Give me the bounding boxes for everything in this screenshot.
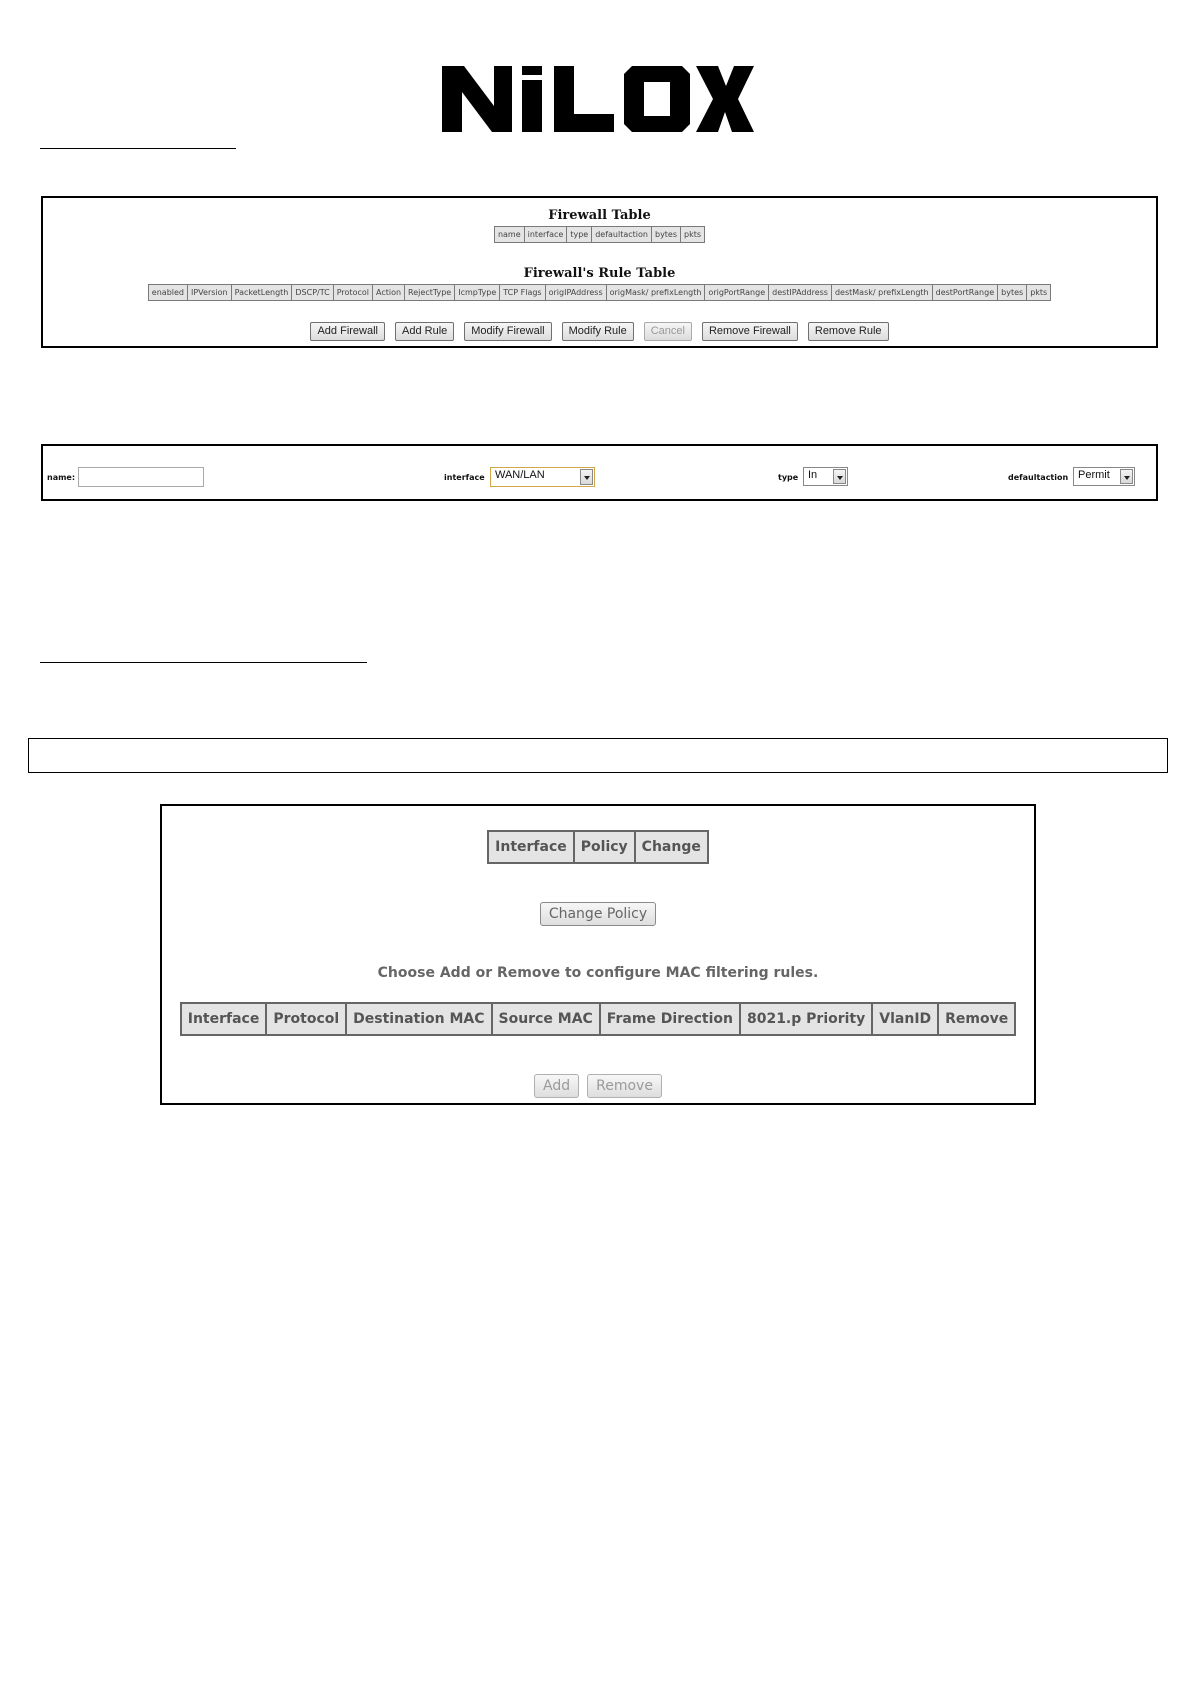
- firewall-table: [494, 226, 705, 243]
- section-heading-underline: [40, 662, 367, 663]
- section-heading-underline: [40, 148, 236, 149]
- rule-table-column-header: DSCP/TC: [292, 285, 333, 300]
- policy-table-column-header: Change: [636, 832, 707, 862]
- rule-table-column-header: bytes: [998, 285, 1027, 300]
- rule-table-column-header: destPortRange: [933, 285, 999, 300]
- rule-table-column-header: enabled: [149, 285, 188, 300]
- rule-table-column-header: destIPAddress: [769, 285, 832, 300]
- rule-table-column-header: destMask/ prefixLength: [832, 285, 933, 300]
- name-label: name:: [47, 473, 76, 482]
- defaultaction-select[interactable]: Permit: [1073, 467, 1135, 486]
- firewall-table-column-header: defaultaction: [592, 227, 652, 242]
- firewall-button-row: [43, 322, 1156, 341]
- mac-rule-table-column-header: Destination MAC: [347, 1004, 492, 1034]
- rule-table-column-header: pkts: [1027, 285, 1050, 300]
- chevron-down-icon[interactable]: [580, 469, 593, 485]
- add-rule-button[interactable]: Add Rule: [395, 322, 454, 341]
- type-select[interactable]: In: [803, 467, 848, 486]
- firewall-table-column-header: pkts: [681, 227, 704, 242]
- change-policy-button[interactable]: Change Policy: [540, 902, 656, 926]
- firewall-panel: [41, 196, 1158, 348]
- rule-table-column-header: PacketLength: [232, 285, 293, 300]
- firewall-table-column-header: type: [567, 227, 592, 242]
- rule-table-column-header: TCP Flags: [500, 285, 545, 300]
- modify-rule-button[interactable]: Modify Rule: [562, 322, 634, 341]
- add-button[interactable]: Add: [534, 1074, 579, 1098]
- firewall-table-column-header: interface: [525, 227, 568, 242]
- remove-firewall-button[interactable]: Remove Firewall: [702, 322, 798, 341]
- firewall-table-title: Firewall Table: [548, 208, 651, 223]
- rule-table-column-header: origMask/ prefixLength: [607, 285, 706, 300]
- mac-rule-table-column-header: Remove: [939, 1004, 1014, 1034]
- firewall-table-column-header: name: [495, 227, 525, 242]
- rule-table-column-header: origIPAddress: [546, 285, 607, 300]
- mac-rule-table-column-header: Interface: [182, 1004, 268, 1034]
- rule-table-column-header: IcmpType: [455, 285, 500, 300]
- rule-table-column-header: origPortRange: [705, 285, 769, 300]
- policy-table-column-header: Policy: [575, 832, 636, 862]
- policy-table-column-header: Interface: [489, 832, 575, 862]
- defaultaction-label: defaultaction: [1008, 473, 1069, 482]
- type-label: type: [778, 473, 799, 482]
- firewall-form-panel: [41, 444, 1158, 501]
- rule-table-column-header: RejectType: [405, 285, 455, 300]
- remove-rule-button[interactable]: Remove Rule: [808, 322, 889, 341]
- mac-filter-message: Choose Add or Remove to configure MAC filtering rules.: [377, 965, 819, 981]
- chevron-down-icon[interactable]: [1120, 469, 1133, 484]
- rule-table-column-header: Action: [373, 285, 405, 300]
- mac-rule-table-column-header: VlanID: [873, 1004, 939, 1034]
- mac-rule-table-column-header: 8021.p Priority: [741, 1004, 873, 1034]
- firewall-rule-table: [148, 284, 1051, 301]
- firewall-table-column-header: bytes: [652, 227, 681, 242]
- chevron-down-icon[interactable]: [833, 469, 846, 484]
- mac-rule-table-column-header: Protocol: [267, 1004, 347, 1034]
- interface-select[interactable]: WAN/LAN: [490, 467, 595, 487]
- mac-rule-table-column-header: Source MAC: [493, 1004, 601, 1034]
- add-firewall-button[interactable]: Add Firewall: [310, 322, 385, 341]
- rule-table-column-header: Protocol: [334, 285, 373, 300]
- mac-filter-panel: [160, 804, 1036, 1105]
- cancel-button[interactable]: Cancel: [644, 322, 692, 341]
- mac-rule-table-column-header: Frame Direction: [601, 1004, 741, 1034]
- mac-rule-table: [180, 1002, 1017, 1036]
- modify-firewall-button[interactable]: Modify Firewall: [464, 322, 551, 341]
- rule-table-column-header: IPVersion: [188, 285, 232, 300]
- remove-button[interactable]: Remove: [587, 1074, 662, 1098]
- nilox-logo: [442, 66, 754, 132]
- rule-table-title: Firewall's Rule Table: [523, 266, 676, 281]
- empty-frame: [28, 738, 1168, 773]
- interface-label: interface: [444, 473, 485, 482]
- name-input[interactable]: [78, 467, 204, 487]
- mac-policy-table: [487, 830, 709, 864]
